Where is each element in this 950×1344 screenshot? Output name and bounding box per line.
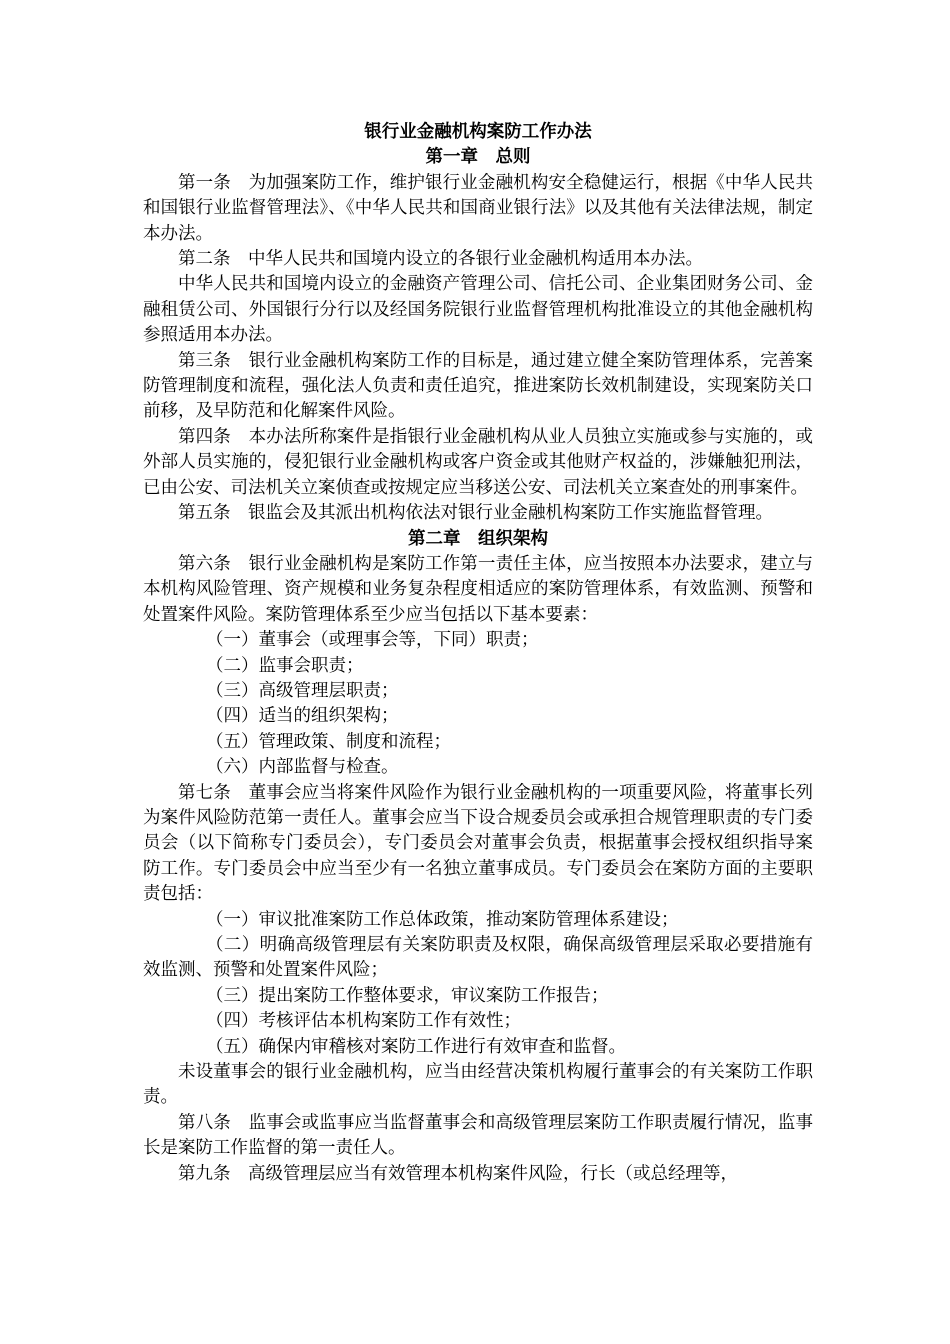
- article-paragraph: 第四条 本办法所称案件是指银行业金融机构从业人员独立实施或参与实施的，或外部人员实施的，侵犯银行业金融机构或客户资金或其他财产权益的，涉嫌触犯刑法，已由公安、司法机关立案侦查或按规定应当移送公安、司法机关立案查处的刑事案件。: [143, 426, 813, 498]
- list-item: （二）监事会职责；: [206, 655, 364, 676]
- article-paragraph: 第一条 为加强案防工作，维护银行业金融机构安全稳健运行，根据《中华人民共和国银行业监督管理法》、《中华人民共和国商业银行法》以及其他有关法律法规，制定本办法。: [143, 172, 813, 244]
- article-paragraph: 第八条 监事会或监事应当监督董事会和高级管理层案防工作职责履行情况，监事长是案防工作监督的第一责任人。: [143, 1112, 813, 1159]
- article-paragraph: 第七条 董事会应当将案件风险作为银行业金融机构的一项重要风险，将董事长列为案件风险防范第一责任人。董事会应当下设合规委员会或承担合规管理职责的专门委员会（以下简称专门委员会），专门委员会对董事会负责，根据董事会授权组织指导案防工作。专门委员会中应当至少有一名独立董事成员。专门委员会在案防方面的主要职责包括：: [143, 782, 813, 905]
- list-item: （五）确保内审稽核对案防工作进行有效审查和监督。: [206, 1036, 626, 1057]
- article-paragraph: 第二条 中华人民共和国境内设立的各银行业金融机构适用本办法。: [178, 249, 703, 270]
- list-item: （三）提出案防工作整体要求，审议案防工作报告；: [206, 985, 609, 1006]
- article-paragraph: 第三条 银行业金融机构案防工作的目标是，通过建立健全案防管理体系，完善案防管理制度和流程，强化法人负责和责任追究，推进案防长效机制建设，实现案防关口前移，及早防范和化解案件风险。: [143, 350, 813, 422]
- list-item: （四）考核评估本机构案防工作有效性；: [206, 1011, 521, 1032]
- article-paragraph: 未设董事会的银行业金融机构，应当由经营决策机构履行董事会的有关案防工作职责。: [143, 1062, 813, 1108]
- list-item: （六）内部监督与检查。: [206, 757, 399, 778]
- document-title: 银行业金融机构案防工作办法: [364, 122, 592, 142]
- article-paragraph: 第六条 银行业金融机构是案防工作第一责任主体，应当按照本办法要求，建立与本机构风险管理、资产规模和业务复杂程度相适应的案防管理体系，有效监测、预警和处置案件风险。案防管理体系至少应当包括以下基本要素：: [143, 553, 813, 625]
- list-item: （二）明确高级管理层有关案防职责及权限，确保高级管理层采取必要措施有效监测、预警和处置案件风险；: [143, 935, 813, 981]
- article-paragraph: 中华人民共和国境内设立的金融资产管理公司、信托公司、企业集团财务公司、金融租赁公司、外国银行分行以及经国务院银行业监督管理机构批准设立的其他金融机构参照适用本办法。: [143, 274, 813, 346]
- chapter-heading: 第二章 组织架构: [408, 528, 548, 549]
- article-paragraph: 第九条 高级管理层应当有效管理本机构案件风险，行长（或总经理等，: [178, 1163, 738, 1184]
- list-item: （四）适当的组织架构；: [206, 706, 399, 727]
- article-paragraph: 第五条 银监会及其派出机构依法对银行业金融机构案防工作实施监督管理。: [178, 503, 773, 524]
- list-item: （一）审议批准案防工作总体政策，推动案防管理体系建设；: [206, 909, 679, 930]
- list-item: （五）管理政策、制度和流程；: [206, 731, 451, 752]
- document-body: [143, 120, 813, 1187]
- list-item: （三）高级管理层职责；: [206, 680, 399, 701]
- list-item: （一）董事会（或理事会等，下同）职责；: [206, 630, 539, 651]
- chapter-heading: 第一章 总则: [425, 147, 531, 168]
